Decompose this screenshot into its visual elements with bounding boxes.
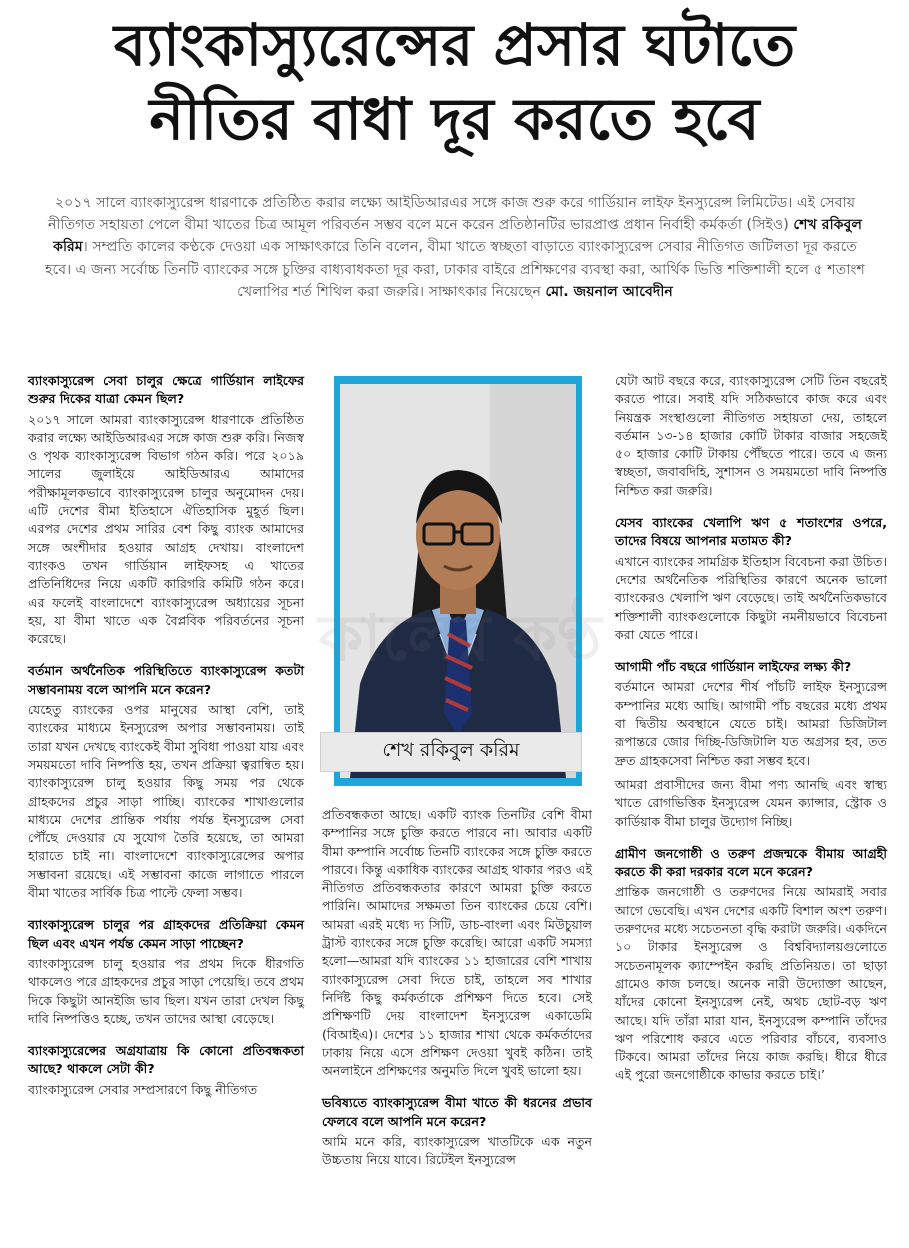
question-7: আগামী পাঁচ বছরে গার্ডিয়ান লাইফের লক্ষ্য কী?	[615, 659, 852, 675]
column-3	[615, 372, 887, 1099]
answer-5: আমি মনে করি, ব্যাংকাস্যুরেন্স খাতটিকে এক নতুন উচ্চতায় নিয়ে যাবে। রিটেইল ইনস্যুরেন্স	[322, 1134, 592, 1168]
question-3: ব্যাংকাস্যুরেন্স চালুর পর গ্রাহকদের প্রতিক্রিয়া কেমন ছিল এবং এখন পর্যন্ত কেমন সাড়া পাচ্ছেন?	[28, 917, 304, 951]
column-1	[28, 372, 304, 1113]
answer-2: যেহেতু ব্যাংকের ওপর মানুষের আস্থা বেশি, তাই ব্যাংকের মাধ্যমে ইনস্যুরেন্স অপার সম্ভাবনাময়। তাই তারা যখন দেখছে ব্যাংকেই বীমা সুবিধা পাওয়া যায় এবং সময়মতো দাবি নিষ্পত্তি হয়, তখন প্রক্রিয়া ত্বরান্বিত হয়। ব্যাংকাস্যুরেন্স চালু হওয়ার কিছু সময় পর থেকে গ্রাহকদের প্রচুর সাড়া পাচ্ছি। ব্যাংকের শাখাগুলোর মাধ্যমে দেশের প্রান্তিক পর্যায় পর্যন্ত ইনস্যুরেন্স সেবা পৌঁছে দেওয়ার যে সুযোগ তৈরি হয়েছে, তা আমরা হারাতে চাই না। বাংলাদেশে ব্যাংকাস্যুরেন্সের অপার সম্ভাবনা রয়েছে। এই সম্ভাবনা কাজে লাগাতে পারলে বীমা খাতের সার্বিক চিত্র পাল্টে ফেলা সম্ভব।	[28, 702, 304, 901]
answer-5-continued: যেটা আট বছরে করে, ব্যাংকাস্যুরেন্স সেটি তিন বছরেই করতে পারে। সবাই যদি সঠিকভাবে কাজ করে এবং নিয়ন্ত্রক সংস্থাগুলো নীতিগত সহায়তা দেয়, তাহলে বর্তমান ১৩-১৪ হাজার কোটি টাকার বাজার সহজেই ৫০ হাজার কোটি টাকায় পৌঁছতে পারে। তবে এ জন্য স্বচ্ছতা, জবাবদিহি, সুশাসন ও সময়মতো দাবি নিষ্পত্তি নিশ্চিত করা জরুরি।	[615, 373, 887, 498]
intro-text-1: ২০১৭ সালে ব্যাংকাস্যুরেন্স ধারণাকে প্রতিষ্ঠিত করার লক্ষ্যে আইডিআরএর সঙ্গে কাজ শুরু করে গার্ডিয়ান লাইফ ইনস্যুরেন্স লিমিটেড। এই সেবায় নীতিগত সহায়তা পেলে বীমা খাতের চিত্র আমূল পরিবর্তন সম্ভব বলে মনে করেন প্রতিষ্ঠানটির ভারপ্রাপ্ত প্রধান নির্বাহী কর্মকর্তা (সিইও)	[47, 195, 856, 234]
answer-3: ব্যাংকাস্যুরেন্স চালু হওয়ার পর প্রথম দিকে ধীরগতি থাকলেও পরে গ্রাহকদের প্রচুর সাড়া পেয়েছি। তবে প্রথম দিকে কিছুটা আনইজি ভাব ছিল। যখন তারা দেখল কিছু দাবি নিষ্পত্তিও হচ্ছে, তখন তাদের আস্থা বেড়েছে।	[28, 955, 304, 1026]
portrait-illustration	[340, 384, 576, 778]
headline	[0, 8, 909, 156]
intro-person-name: শেখ রকিবুল করিম	[53, 217, 863, 256]
portrait-photo	[334, 376, 582, 786]
headline-line-1: ব্যাংকাস্যুরেন্সের প্রসার ঘটাতে	[113, 11, 796, 79]
intro-paragraph	[40, 192, 870, 303]
headline-line-2: নীতির বাধা দূর করতে হবে	[149, 85, 760, 153]
question-6: যেসব ব্যাংকের খেলাপি ঋণ ৫ শতাংশের ওপরে, তাদের বিষয়ে আপনার মতামত কী?	[615, 515, 887, 549]
answer-7: বর্তমানে আমরা দেশের শীর্ষ পাঁচটি লাইফ ইনস্যুরেন্স কম্পানির মধ্যে আছি। আগামী পাঁচ বছরের মধ্যে প্রথম বা দ্বিতীয় অবস্থানে যেতে চাই। আমরা ডিজিটাল রূপান্তরে জোর দিচ্ছি-ডিজিটালি যত অগ্রসর হব, তত দ্রুত গ্রাহকসেবা নিশ্চিত করা সম্ভব হবে।	[615, 679, 887, 768]
answer-7-b: আমরা প্রবাসীদের জন্য বীমা পণ্য আনছি এবং স্বাস্থ্য খাতে রোগভিত্তিক ইনস্যুরেন্স যেমন ক্যান্সার, স্ট্রোক ও কার্ডিয়াক বীমা চালুর উদ্যোগ নিচ্ছি।	[615, 776, 887, 829]
answer-6: এখানে ব্যাংকের সামগ্রিক ইতিহাস বিবেচনা করা উচিত। দেশের অর্থনৈতিক পরিস্থিতির কারণে অনেক ভালো ব্যাংকেরও খেলাপি ঋণ বেড়েছে। তাই অর্থনৈতিকভাবে শক্তিশালী ব্যাংকগুলোকে কিছুটা নমনীয়ভাবে বিবেচনা করা যেতে পারে।	[615, 553, 887, 642]
photo-caption: শেখ রকিবুল করিম	[320, 732, 582, 772]
question-4: ব্যাংকাস্যুরেন্সের অগ্রযাত্রায় কি কোনো প্রতিবন্ধকতা আছে? থাকলে সেটা কী?	[28, 1043, 304, 1077]
answer-8: প্রান্তিক জনগোষ্ঠী ও তরুণদের নিয়ে আমরাই সবার আগে ভেবেছি। এখন দেশের একটি বিশাল অংশ তরুণ। তরুণদের মধ্যে সচেতনতা বৃদ্ধি করাটা জরুরি। একদিনে ১০ টাকার ইনস্যুরেন্স ও বিশ্ববিদ্যালয়গুলোতে সচেতনামূলক ক্যাম্পেইন করছি প্রতিনিয়ত। তা ছাড়া গ্রামেও কাজ চলছে। অনেক নারী উদ্যোক্তা আছেন, যাঁদের কোনো ইনস্যুরেন্স নেই, অথচ ছোট-বড় ঋণ আছে। যদি তাঁরা মারা যান, ইনস্যুরেন্স কম্পানি তাঁদের ঋণ পরিশোধ করবে এতে পরিবার বাঁচবে, ব্যবসাও টিকবে। আমরা তাঁদের নিয়ে কাজ করছি। ধীরে ধীরে এই পুরো জনগোষ্ঠীকে কাভার করতে চাই।’	[615, 884, 887, 1083]
question-2: বর্তমান অর্থনৈতিক পরিস্থিতিতে ব্যাংকাস্যুরেন্স কতটা সম্ভাবনাময় বলে আপনি মনে করেন?	[28, 663, 304, 697]
answer-4-continued: প্রতিবন্ধকতা আছে। একটি ব্যাংক তিনটির বেশি বীমা কম্পানির সঙ্গে চুক্তি করতে পারবে না। আবার একটি বীমা কম্পানি সর্বোচ্চ তিনটি ব্যাংকের সঙ্গে চুক্তি করতে পারবে। কিন্তু একাধিক ব্যাংকের আগ্রহ থাকার পরও এই নীতিগত প্রতিবন্ধকতার কারণে আমরা চুক্তি করতে পারিনি। আমাদের সক্ষমতা তিন ব্যাংকের চেয়ে বেশি। আমরা এরই মধ্যে দ্য সিটি, ডাচ-বাংলা এবং মিউচুয়াল ট্রাস্ট ব্যাংকের সঙ্গে চুক্তি করেছি। আরো একটি সমস্যা হলো—আমরা যদি ব্যাংকের ১১ হাজারের বেশি শাখায় ব্যাংকাস্যুরেন্স সেবা দিতে চাই, তাহলে সব শাখার নির্দিষ্ট কিছু কর্মকর্তাকে প্রশিক্ষণ দিতে হবে। সেই প্রশিক্ষণটি দেয় বাংলাদেশ ইনস্যুরেন্স একাডেমি (বিআইএ)। দেশের ১১ হাজার শাখা থেকে কর্মকর্তাদের ঢাকায় নিয়ে এসে প্রশিক্ষণ দেওয়া খুবই কঠিন। তাই অনলাইনে প্রশিক্ষণের অনুমতি দিলে খুবই ভালো হয়।	[322, 807, 592, 1079]
answer-1: ২০১৭ সালে আমরা ব্যাংকাস্যুরেন্স ধারণাকে প্রতিষ্ঠিত করার লক্ষ্যে আইডিআরএর সঙ্গে কাজ শুরু করি। নিজস্ব ও পৃথক ব্যাংকাস্যুরেন্স বিভাগ গঠন করি। পরে ২০১৯ সালের জুলাইয়ে আইডিআরএ আমাদের পরীক্ষামূলকভাবে ব্যাংকাস্যুরেন্স চালুর অনুমোদন দেয়। এটি দেশের বীমা ইতিহাসে ঐতিহাসিক মুহূর্ত ছিল। এরপর দেশের প্রথম সারির বেশ কিছু ব্যাংক আমাদের সঙ্গে অংশীদার হওয়ার আগ্রহ দেখায়। বাংলাদেশ ব্যাংকও তখন গার্ডিয়ান লাইফসহ এ খাতের প্রতিনিধিদের নিয়ে একটি কারিগরি কমিটি গঠন করে। এর ফলেই বাংলাদেশে ব্যাংকাস্যুরেন্স অধ্যায়ের সূচনা হয়, যা বীমা খাতে এক বৈপ্লবিক পরিবর্তনের সূচনা করেছে।	[28, 411, 304, 647]
intro-text-2: । সম্প্রতি কালের কণ্ঠকে দেওয়া এক সাক্ষাৎকারে তিনি বলেন, বীমা খাতে স্বচ্ছতা বাড়াতে ব্যাংকাস্যুরেন্স সেবার নীতিগত জটিলতা দূর করতে হবে। এ জন্য সর্বোচ্চ তিনটি ব্যাংকের সঙ্গে চুক্তির বাধ্যবাধকতা দূর করা, ঢাকার বাইরে প্রশিক্ষণের ব্যবস্থা করা, আর্থিক ভিত্তি শক্তিশালী হলে ৫ শতাংশ খেলাপির শর্ত শিথিল করা জরুরি। সাক্ষাৎকার নিয়েছেন	[45, 239, 865, 300]
question-1: ব্যাংকাস্যুরেন্স সেবা চালুর ক্ষেত্রে গার্ডিয়ান লাইফের শুরুর দিকের যাত্রা কেমন ছিল?	[28, 373, 304, 407]
question-8: গ্রামীণ জনগোষ্ঠী ও তরুণ প্রজন্মকে বীমায় আগ্রহী করতে কী করা দরকার বলে মনে করেন?	[615, 845, 887, 880]
question-5: ভবিষ্যতে ব্যাংকাস্যুরেন্স বীমা খাতে কী ধরনের প্রভাব ফেলবে বলে আপনি মনে করেন?	[322, 1095, 592, 1129]
portrait-image	[340, 384, 576, 778]
column-2	[322, 806, 592, 1184]
intro-interviewer: মো. জয়নাল আবেদীন	[545, 283, 673, 300]
answer-4: ব্যাংকাস্যুরেন্স সেবার সম্প্রসারণে কিছু নীতিগত	[28, 1081, 258, 1097]
